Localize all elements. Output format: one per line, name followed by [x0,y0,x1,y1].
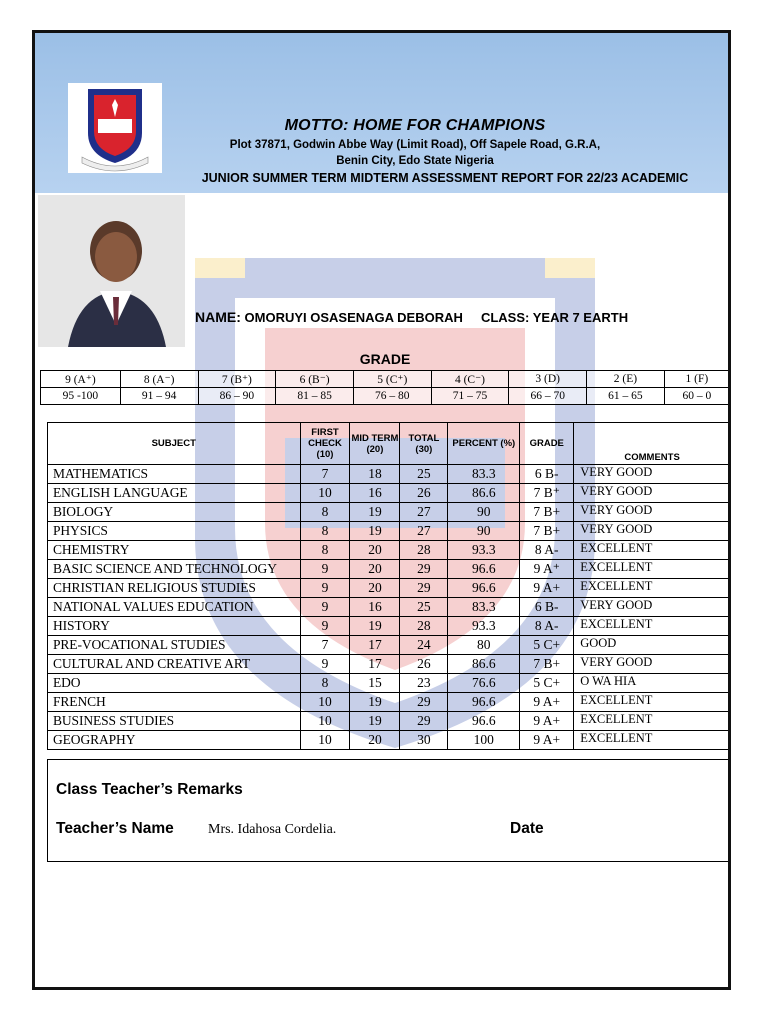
comment-cell: VERY GOOD [574,503,731,522]
percent-cell: 90 [448,522,520,541]
subject-cell: HISTORY [48,617,301,636]
mid-term-cell: 17 [350,636,400,655]
first-check-cell: 8 [300,541,350,560]
range-cell: 60 – 0 [664,388,729,405]
table-row [48,636,731,655]
student-class: YEAR 7 EARTH [532,310,629,325]
percent-cell: 83.3 [448,598,520,617]
first-check-cell: 9 [300,617,350,636]
percent-cell: 80 [448,636,520,655]
subject-cell: CHRISTIAN RELIGIOUS STUDIES [48,579,301,598]
comment-cell: EXCELLENT [574,560,731,579]
percent-cell: 93.3 [448,617,520,636]
grade-cell: 8 A- [520,617,574,636]
mid-term-cell: 20 [350,541,400,560]
first-check-cell: 8 [300,522,350,541]
percent-cell: 86.6 [448,655,520,674]
comment-cell: EXCELLENT [574,731,731,750]
range-cell: 86 – 90 [198,388,276,405]
school-motto: MOTTO: HOME FOR CHAMPIONS [284,117,546,134]
mid-term-cell: 19 [350,617,400,636]
grade-cell: 9 A+ [520,712,574,731]
class-teacher-remarks-label: Class Teacher’s Remarks [56,781,243,798]
table-row [48,579,731,598]
subject-cell: BASIC SCIENCE AND TECHNOLOGY [48,560,301,579]
grade-cell: 4 (C⁻) [431,371,509,388]
teacher-name-label: Teacher’s Name [56,820,174,837]
subject-cell: PHYSICS [48,522,301,541]
school-logo [68,83,162,173]
subject-cell: CHEMISTRY [48,541,301,560]
subject-cell: MATHEMATICS [48,465,301,484]
mid-term-cell: 20 [350,731,400,750]
grade-cell: 6 (B⁻) [276,371,354,388]
grade-cell: 7 B+ [520,522,574,541]
header-subject: SUBJECT [48,423,301,465]
results-table [47,422,731,750]
name-label: NAME: [195,309,241,325]
percent-cell: 96.6 [448,560,520,579]
grade-cell: 7 (B⁺) [198,371,276,388]
first-check-cell: 9 [300,598,350,617]
grade-cell: 7 B+ [520,503,574,522]
header-mid-term: MID TERM (20) [350,423,400,465]
subject-cell: GEOGRAPHY [48,731,301,750]
table-row [48,674,731,693]
first-check-cell: 8 [300,503,350,522]
grade-cell: 6 B- [520,465,574,484]
comment-cell: O WA HIA [574,674,731,693]
grade-cell: 9 A⁺ [520,560,574,579]
percent-cell: 76.6 [448,674,520,693]
percent-cell: 93.3 [448,541,520,560]
grade-cell: 7 B+ [520,655,574,674]
first-check-cell: 7 [300,636,350,655]
range-cell: 76 – 80 [353,388,431,405]
first-check-cell: 9 [300,655,350,674]
subject-cell: FRENCH [48,693,301,712]
range-cell: 71 – 75 [431,388,509,405]
mid-term-cell: 20 [350,560,400,579]
table-row [48,598,731,617]
subject-cell: ENGLISH LANGUAGE [48,484,301,503]
percent-cell: 100 [448,731,520,750]
range-cell: 81 – 85 [276,388,354,405]
grade-cell: 9 A+ [520,693,574,712]
comment-cell: EXCELLENT [574,712,731,731]
total-cell: 23 [400,674,448,693]
mid-term-cell: 15 [350,674,400,693]
range-cell: 91 – 94 [120,388,198,405]
subject-cell: CULTURAL AND CREATIVE ART [48,655,301,674]
teacher-name: Mrs. Idahosa Cordelia. [208,822,337,837]
total-cell: 29 [400,560,448,579]
student-name-line [195,309,628,325]
grade-cell: 3 (D) [509,371,587,388]
total-cell: 30 [400,731,448,750]
grade-scale-table [40,370,730,405]
mid-term-cell: 16 [350,598,400,617]
range-cell: 95 -100 [41,388,121,405]
first-check-cell: 9 [300,560,350,579]
first-check-cell: 9 [300,579,350,598]
mid-term-cell: 16 [350,484,400,503]
header-comments: COMMENTS [574,423,731,465]
grade-cell: 9 (A⁺) [41,371,121,388]
grade-cell: 8 (A⁻) [120,371,198,388]
grade-cell: 5 C+ [520,674,574,693]
total-cell: 26 [400,655,448,674]
grade-cell: 5 C+ [520,636,574,655]
subject-cell: BIOLOGY [48,503,301,522]
header-first-check: FIRST CHECK (10) [300,423,350,465]
address-line-1: Plot 37871, Godwin Abbe Way (Limit Road), Off Sapele Road, G.R.A, [229,139,601,151]
total-cell: 28 [400,617,448,636]
student-name: OMORUYI OSASENAGA DEBORAH [244,310,463,325]
mid-term-cell: 19 [350,693,400,712]
total-cell: 25 [400,465,448,484]
mid-term-cell: 19 [350,712,400,731]
class-label: CLASS: [480,310,530,325]
results-header-row [48,423,731,465]
school-crest-icon [68,83,162,173]
subject-cell: NATIONAL VALUES EDUCATION [48,598,301,617]
table-row [48,541,731,560]
grade-scale-title: GRADE [359,351,411,367]
table-row [48,560,731,579]
grade-cell: 8 A- [520,541,574,560]
total-cell: 25 [400,598,448,617]
total-cell: 29 [400,579,448,598]
grade-cell: 7 B⁺ [520,484,574,503]
student-photo [38,195,185,347]
grade-cell: 1 (F) [664,371,729,388]
table-row [48,522,731,541]
range-row [41,388,730,405]
header-grade: GRADE [520,423,574,465]
comment-cell: VERY GOOD [574,465,731,484]
comment-cell: GOOD [574,636,731,655]
percent-cell: 90 [448,503,520,522]
table-row [48,731,731,750]
report-title: JUNIOR SUMMER TERM MIDTERM ASSESSMENT REPORT FOR 22/23 ACADEMIC [201,171,689,185]
total-cell: 27 [400,522,448,541]
grade-scale-row [41,371,730,388]
subject-cell: PRE-VOCATIONAL STUDIES [48,636,301,655]
comment-cell: VERY GOOD [574,598,731,617]
mid-term-cell: 19 [350,522,400,541]
total-cell: 28 [400,541,448,560]
table-row [48,617,731,636]
report-page [32,30,731,990]
comment-cell: EXCELLENT [574,617,731,636]
total-cell: 29 [400,693,448,712]
percent-cell: 83.3 [448,465,520,484]
total-cell: 27 [400,503,448,522]
percent-cell: 96.6 [448,712,520,731]
first-check-cell: 7 [300,465,350,484]
percent-cell: 96.6 [448,579,520,598]
comment-cell: EXCELLENT [574,579,731,598]
first-check-cell: 8 [300,674,350,693]
student-portrait-icon [38,195,185,347]
header-percent: PERCENT (%) [448,423,520,465]
table-row [48,655,731,674]
grade-cell: 9 A+ [520,731,574,750]
subject-cell: EDO [48,674,301,693]
first-check-cell: 10 [300,731,350,750]
table-row [48,484,731,503]
table-row [48,712,731,731]
results-body [48,465,731,750]
table-row [48,693,731,712]
grade-cell: 9 A+ [520,579,574,598]
grade-cell: 5 (C⁺) [353,371,431,388]
comment-cell: EXCELLENT [574,541,731,560]
comment-cell: VERY GOOD [574,522,731,541]
mid-term-cell: 18 [350,465,400,484]
first-check-cell: 10 [300,693,350,712]
comment-cell: VERY GOOD [574,484,731,503]
table-row [48,465,731,484]
table-row [48,503,731,522]
address-line-2: Benin City, Edo State Nigeria [336,155,494,167]
first-check-cell: 10 [300,484,350,503]
total-cell: 29 [400,712,448,731]
total-cell: 26 [400,484,448,503]
subject-cell: BUSINESS STUDIES [48,712,301,731]
percent-cell: 86.6 [448,484,520,503]
first-check-cell: 10 [300,712,350,731]
mid-term-cell: 19 [350,503,400,522]
remarks-box [47,759,731,862]
percent-cell: 96.6 [448,693,520,712]
range-cell: 61 – 65 [587,388,665,405]
mid-term-cell: 20 [350,579,400,598]
comment-cell: EXCELLENT [574,693,731,712]
range-cell: 66 – 70 [509,388,587,405]
total-cell: 24 [400,636,448,655]
date-label: Date [510,820,544,837]
header-total: TOTAL (30) [400,423,448,465]
comment-cell: VERY GOOD [574,655,731,674]
grade-cell: 2 (E) [587,371,665,388]
grade-cell: 6 B- [520,598,574,617]
mid-term-cell: 17 [350,655,400,674]
